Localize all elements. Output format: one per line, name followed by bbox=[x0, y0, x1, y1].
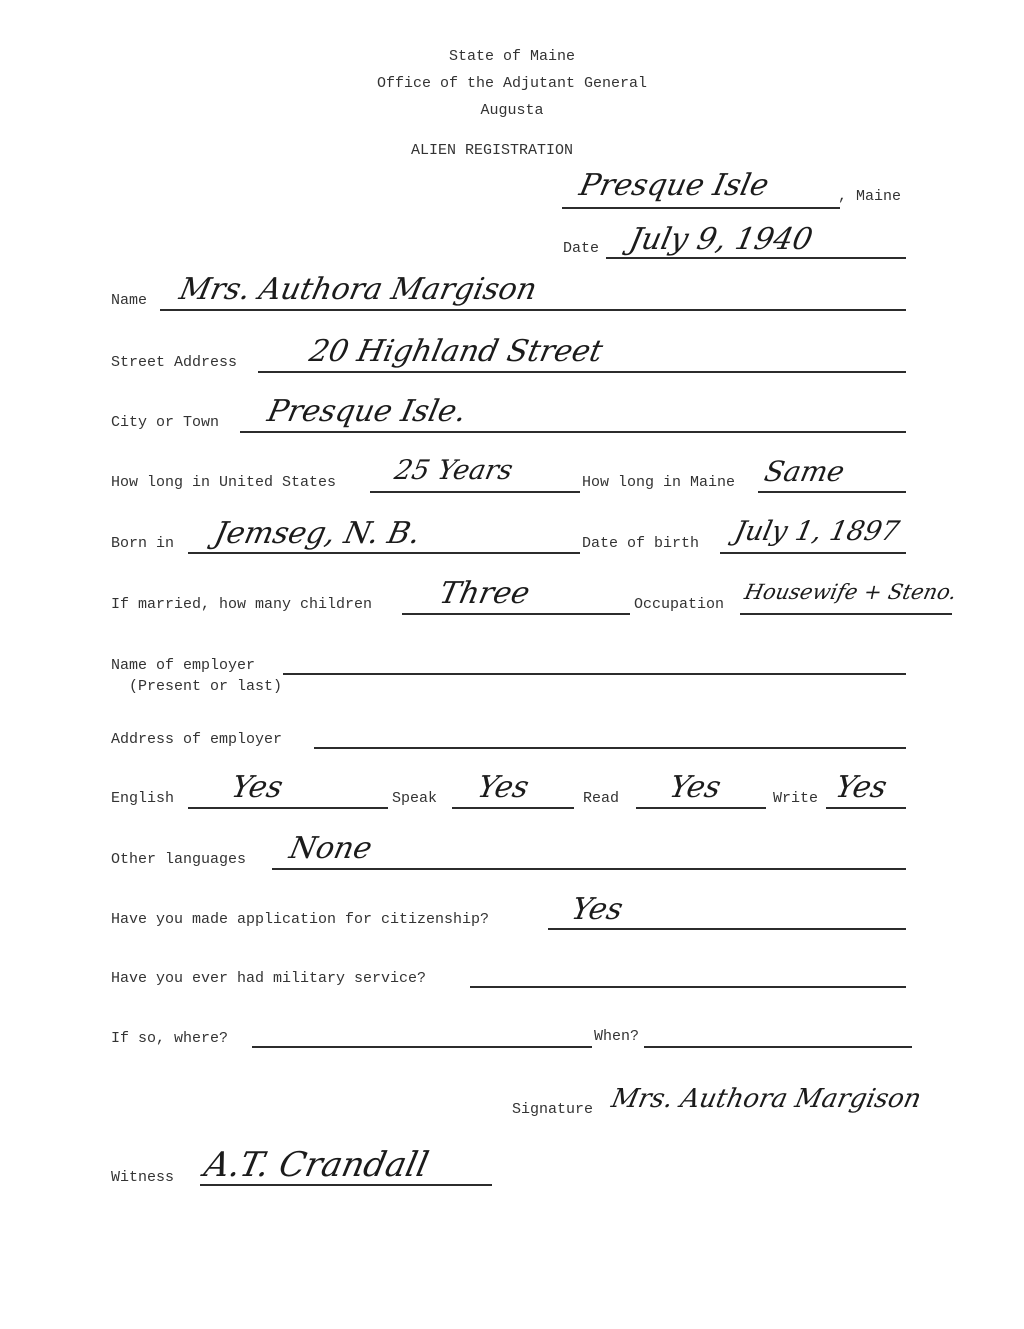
write-line bbox=[826, 807, 906, 809]
where-label: If so, where? bbox=[111, 1030, 229, 1047]
employer-line bbox=[283, 673, 906, 675]
maine-long-label: How long in Maine bbox=[582, 474, 736, 491]
street-line bbox=[258, 371, 906, 373]
occupation-label: Occupation bbox=[634, 596, 725, 613]
when-label: When? bbox=[594, 1028, 640, 1045]
children-value: Three bbox=[436, 576, 533, 611]
read-value: Yes bbox=[666, 770, 725, 805]
town-value: Presque Isle bbox=[576, 168, 772, 203]
date-line bbox=[606, 257, 906, 259]
read-label: Read bbox=[583, 790, 620, 807]
maine-label: , Maine bbox=[838, 188, 902, 205]
dob-line bbox=[720, 552, 906, 554]
form-title: ALIEN REGISTRATION bbox=[411, 142, 574, 159]
children-line bbox=[402, 613, 630, 615]
where-line bbox=[252, 1046, 592, 1048]
employer-addr-label: Address of employer bbox=[111, 731, 283, 748]
english-line bbox=[188, 807, 388, 809]
employer-label: Name of employer bbox=[111, 657, 256, 674]
english-label: English bbox=[111, 790, 175, 807]
city-line bbox=[240, 431, 906, 433]
witness-line bbox=[200, 1184, 492, 1186]
born-line bbox=[188, 552, 580, 554]
city-label: City or Town bbox=[111, 414, 220, 431]
citizenship-label: Have you made application for citizenship? bbox=[111, 911, 490, 928]
citizenship-line bbox=[548, 928, 906, 930]
when-line bbox=[644, 1046, 912, 1048]
date-value: July 9, 1940 bbox=[626, 222, 816, 257]
military-line bbox=[470, 986, 906, 988]
children-label: If married, how many children bbox=[111, 596, 373, 613]
name-value: Mrs. Authora Margison bbox=[176, 272, 540, 307]
street-label: Street Address bbox=[111, 354, 238, 371]
other-lang-label: Other languages bbox=[111, 851, 247, 868]
dob-label: Date of birth bbox=[582, 535, 700, 552]
us-value: 25 Years bbox=[391, 455, 516, 486]
us-label: How long in United States bbox=[111, 474, 337, 491]
write-label: Write bbox=[773, 790, 819, 807]
header-state: State of Maine bbox=[448, 48, 576, 65]
other-lang-line bbox=[272, 868, 906, 870]
occupation-line bbox=[740, 613, 952, 615]
speak-value: Yes bbox=[474, 770, 533, 805]
header-office: Office of the Adjutant General bbox=[376, 75, 648, 92]
employer-addr-line bbox=[314, 747, 906, 749]
other-lang-value: None bbox=[286, 831, 376, 866]
born-value: Jemseg, N. B. bbox=[211, 516, 424, 551]
read-line bbox=[636, 807, 766, 809]
maine-long-value: Same bbox=[761, 455, 848, 488]
header-city: Augusta bbox=[480, 102, 544, 119]
born-label: Born in bbox=[111, 535, 175, 552]
witness-label: Witness bbox=[111, 1169, 175, 1186]
dob-value: July 1, 1897 bbox=[731, 516, 903, 547]
witness-value: A.T. Crandall bbox=[200, 1145, 433, 1185]
town-line bbox=[562, 207, 840, 209]
name-line bbox=[160, 309, 906, 311]
city-value: Presque Isle. bbox=[264, 394, 470, 429]
military-label: Have you ever had military service? bbox=[111, 970, 427, 987]
signature-value: Mrs. Authora Margison bbox=[608, 1084, 924, 1114]
name-label: Name bbox=[111, 292, 148, 309]
citizenship-value: Yes bbox=[568, 892, 627, 927]
speak-line bbox=[452, 807, 574, 809]
us-line bbox=[370, 491, 580, 493]
english-value: Yes bbox=[228, 770, 287, 805]
employer-sub-label: (Present or last) bbox=[129, 678, 283, 695]
signature-label: Signature bbox=[512, 1101, 594, 1118]
write-value: Yes bbox=[832, 770, 891, 805]
occupation-value: Housewife + Steno. bbox=[742, 580, 959, 604]
street-value: 20 Highland Street bbox=[306, 334, 606, 369]
maine-long-line bbox=[758, 491, 906, 493]
date-label: Date bbox=[563, 240, 600, 257]
speak-label: Speak bbox=[392, 790, 438, 807]
